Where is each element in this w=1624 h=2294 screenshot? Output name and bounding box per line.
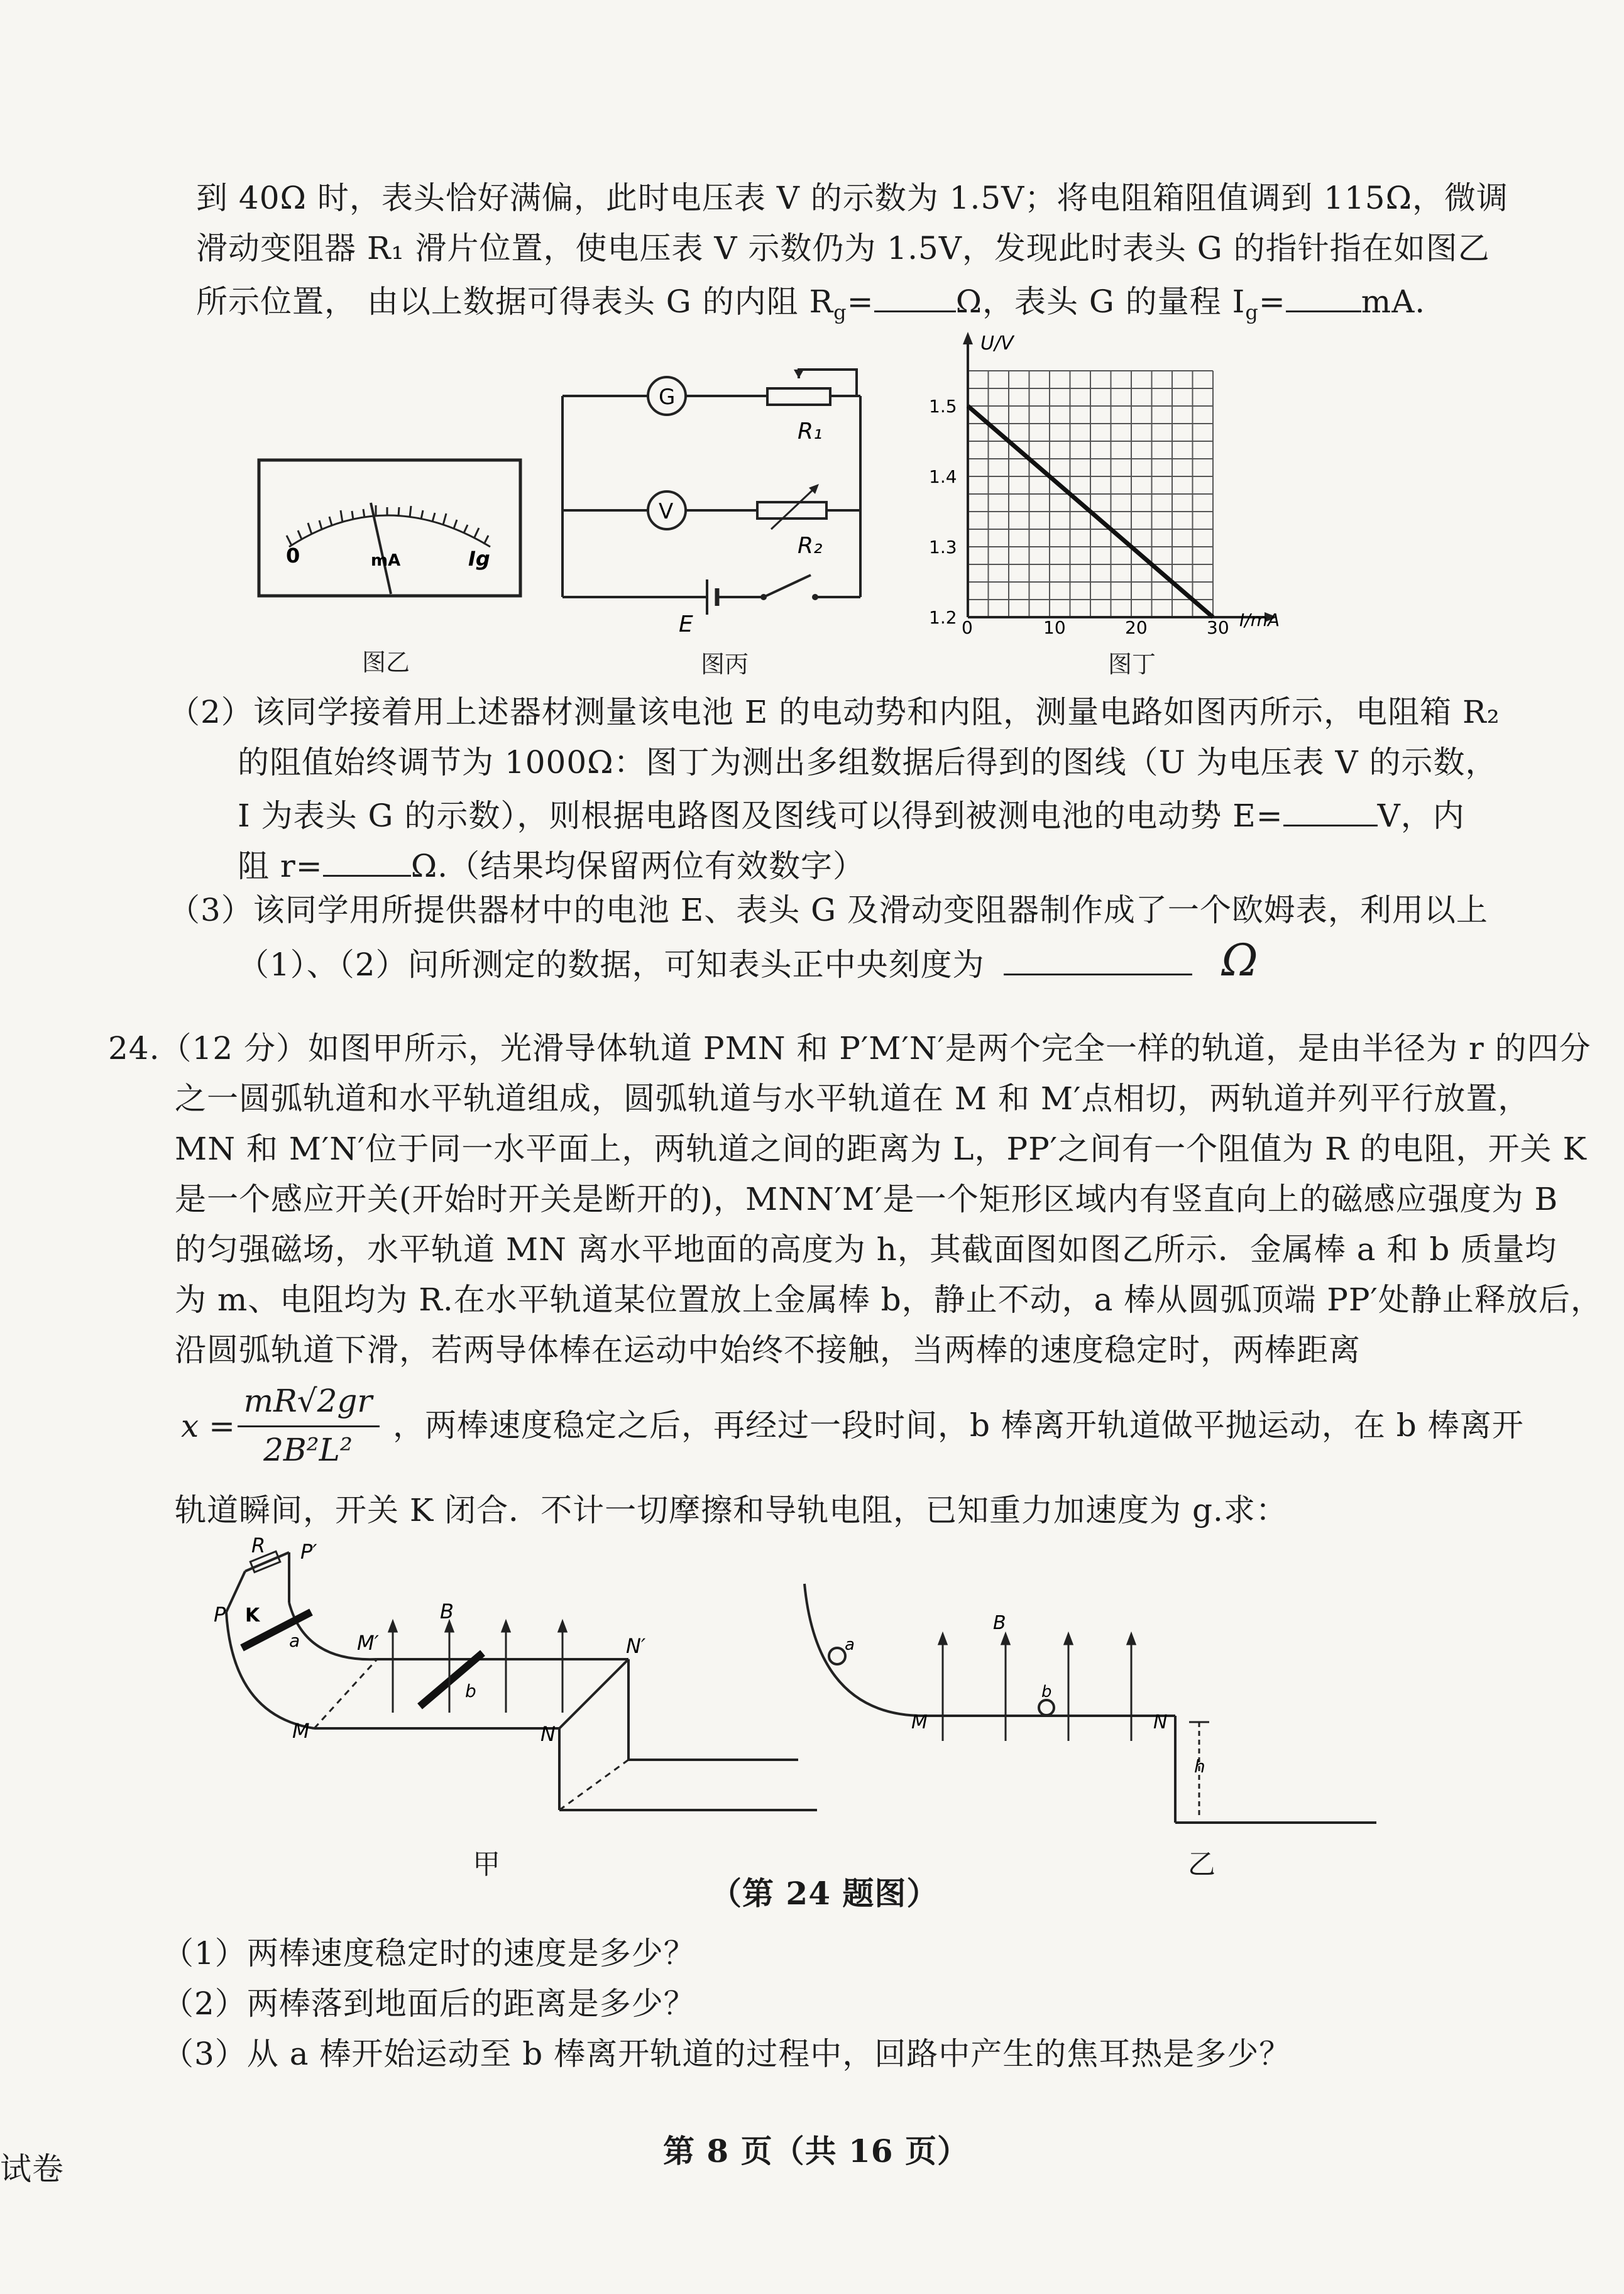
svg-text:N′: N′ [626, 1634, 646, 1658]
formula-denominator: 2B²L² [263, 1432, 353, 1468]
svg-text:R₂: R₂ [798, 533, 823, 559]
text-line: （3）该同学用所提供器材中的电池 E、表头 G 及滑动变阻器制作成了一个欧姆表，利用以上 [168, 892, 1488, 928]
handwritten-omega: Ω [1221, 935, 1259, 986]
answer-blank-center [1004, 941, 1192, 975]
x-tick-label: 10 [1043, 617, 1066, 635]
y-tick-label: 1.2 [929, 607, 957, 628]
svg-text:a: a [845, 1635, 855, 1654]
formula-numerator: mR√2gr [243, 1383, 373, 1419]
svg-text:h: h [1194, 1756, 1205, 1777]
rail-figure-yi [792, 1571, 1389, 1841]
svg-text:P: P [214, 1603, 226, 1627]
footer-label: 试卷 [0, 2151, 64, 2187]
text-line: 所示位置， 由以上数据可得表头 G 的内阻 $R_g= \Omega$，表头 G 的量程 $I_g=$ mA. [196, 278, 1425, 333]
svg-text:U/V: U/V [980, 332, 1014, 354]
svg-text:B: B [993, 1612, 1006, 1634]
ui-graph [918, 327, 1307, 635]
text-line: I 为表头 G 的示数），则根据电路图及图线可以得到被测电池的电动势 E= V，内 [238, 792, 1465, 837]
meter-figure [251, 453, 528, 603]
answer-blank-rg [874, 278, 956, 312]
question-item: （2）两棒落到地面后的距离是多少？ [162, 1985, 696, 2022]
figure-caption: 图丁 [1108, 650, 1156, 678]
text-line: 沿圆弧轨道下滑，若两导体棒在运动中始终不接触，当两棒的速度稳定时，两棒距离 [175, 1332, 1361, 1368]
svg-text:E: E [679, 612, 693, 637]
text-line: 是一个感应开关(开始时开关是断开的)，MNN′M′是一个矩形区域内有竖直向上的磁感应强度为 B [175, 1181, 1559, 1217]
svg-text:K: K [245, 1605, 260, 1627]
svg-text:R: R [251, 1534, 266, 1557]
fraction-bar [238, 1425, 380, 1427]
text-line: 24.（12 分）如图甲所示，光滑导体轨道 PMN 和 P′M′N′是两个完全一样的轨道，是由半径为 r 的四分 [108, 1030, 1591, 1067]
svg-text:b: b [465, 1681, 476, 1701]
x-tick-label: 0 [962, 617, 973, 635]
svg-text:0: 0 [286, 544, 300, 568]
answer-blank-ig [1286, 278, 1361, 312]
page-number: 第 8 页（共 16 页） [663, 2132, 969, 2170]
text-line: （2）该同学接着用上述器材测量该电池 E 的电动势和内阻，测量电路如图丙所示，电阻箱 R₂ [168, 694, 1500, 730]
svg-text:G: G [659, 385, 676, 410]
svg-text:I/mA: I/mA [1239, 610, 1280, 630]
text-line: （1）、（2）问所测定的数据，可知表头正中央刻度为 Ω [238, 935, 1259, 986]
svg-text:M: M [911, 1711, 928, 1733]
answer-blank-e [1283, 792, 1378, 826]
svg-text:N: N [1153, 1711, 1168, 1733]
question-item: （1）两棒速度稳定时的速度是多少？ [162, 1935, 696, 1972]
text-line: ，两棒速度稳定之后，再经过一段时间，b 棒离开轨道做平抛运动，在 b 棒离开 [393, 1407, 1524, 1444]
figure-caption: 甲 [473, 1848, 500, 1880]
svg-text:mA: mA [371, 551, 401, 570]
text-line: 阻 r= Ω.（结果均保留两位有效数字） [238, 842, 865, 887]
figure-caption: 图乙 [362, 649, 410, 676]
text-line: 滑动变阻器 R₁ 滑片位置，使电压表 V 示数仍为 1.5V，发现此时表头 G 的指针指在如图乙 [196, 230, 1490, 266]
x-tick-label: 30 [1207, 617, 1229, 635]
svg-text:R₁: R₁ [798, 419, 823, 444]
svg-text:Ig: Ig [468, 547, 490, 571]
text-line: 之一圆弧轨道和水平轨道组成，圆弧轨道与水平轨道在 M 和 M′点相切，两轨道并列平行放置， [175, 1080, 1530, 1117]
x-tick-label: 20 [1125, 617, 1148, 635]
text-line: 为 m、电阻均为 R.在水平轨道某位置放上金属棒 b，静止不动，a 棒从圆弧顶端 PP′处静止释放后， [175, 1281, 1603, 1318]
svg-text:a: a [289, 1630, 300, 1651]
y-tick-label: 1.4 [929, 466, 957, 487]
text-line: 到 40Ω 时，表头恰好满偏，此时电压表 V 的示数为 1.5V；将电阻箱阻值调到 115Ω，微调 [196, 180, 1509, 216]
answer-blank-r [323, 842, 411, 877]
svg-text:M: M [292, 1719, 310, 1743]
text-line: 轨道瞬间，开关 K 闭合．不计一切摩擦和导轨电阻，已知重力加速度为 g.求： [175, 1492, 1288, 1528]
y-tick-label: 1.3 [929, 537, 957, 557]
svg-text:M′: M′ [357, 1631, 379, 1655]
circuit-figure [556, 365, 908, 641]
text-line: 的阻值始终调节为 1000Ω：图丁为测出多组数据后得到的图线（U 为电压表 V 的示数， [238, 744, 1498, 781]
y-tick-label: 1.5 [929, 396, 957, 417]
svg-text:V: V [659, 499, 674, 524]
svg-text:P′: P′ [300, 1540, 317, 1564]
figure-caption: 图丙 [701, 650, 749, 678]
svg-text:N: N [540, 1722, 556, 1746]
formula-x: x = [181, 1408, 235, 1444]
svg-text:b: b [1041, 1682, 1052, 1701]
text-line: MN 和 M′N′位于同一水平面上，两轨道之间的距离为 L，PP′之间有一个阻值为 R 的电阻，开关 K [175, 1131, 1587, 1167]
figure-caption: 乙 [1188, 1848, 1215, 1880]
text-line: 的匀强磁场，水平轨道 MN 离水平地面的高度为 h，其截面图如图乙所示．金属棒 a 和 b 质量均 [175, 1231, 1557, 1268]
question-item: （3）从 a 棒开始运动至 b 棒离开轨道的过程中，回路中产生的焦耳热是多少？ [162, 2036, 1292, 2072]
figure-title: （第 24 题图） [710, 1875, 939, 1912]
svg-text:B: B [440, 1600, 454, 1623]
rail-figure-jia [189, 1534, 817, 1860]
